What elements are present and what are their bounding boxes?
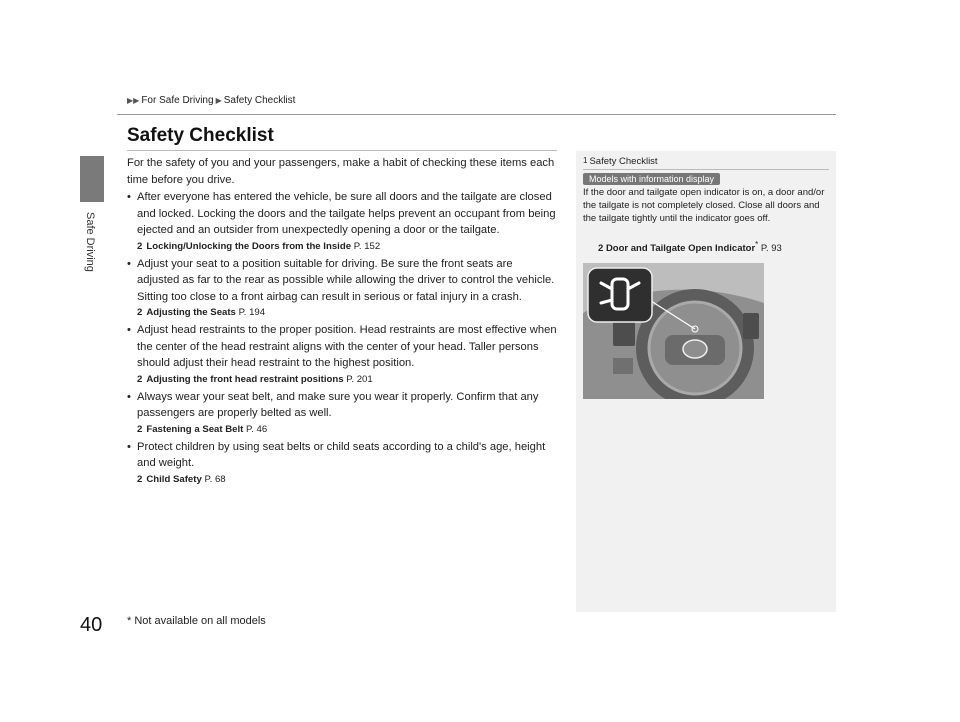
sidebar-heading <box>583 156 658 167</box>
bullet-icon: • <box>127 324 131 336</box>
bullet-text: Always wear your seat belt, and make sure you wear it properly. Confirm that any passengers are properly belted as well. <box>137 390 539 419</box>
dashboard-door-indicator-image <box>583 263 764 399</box>
xref-arrow-icon: 2 <box>137 473 143 485</box>
bullet-text: After everyone has entered the vehicle, be sure all doors and the tailgate are closed and locked. Locking the doors and the tailgate helps prevent an occupant from being ejected and an outsider from unexpectedly opening a door or the tailgate. <box>137 191 556 236</box>
sidebar-heading-text: Safety Checklist <box>589 156 658 167</box>
side-tab-label: Safe Driving <box>84 212 96 272</box>
page-title: Safety Checklist <box>127 125 274 146</box>
xref-title: Fastening a Seat Belt <box>146 423 244 435</box>
cross-reference-link[interactable] <box>127 372 557 387</box>
xref-page: P. 46 <box>246 423 268 435</box>
main-content <box>127 155 557 489</box>
bullet-text: Adjust head restraints to the proper position. Head restraints are most effective when the center of the head restraint aligns with the center of your head. Taller persons should adjust their head restraint to the highest position. <box>137 324 557 369</box>
title-divider <box>127 150 557 151</box>
xref-title: Door and Tailgate Open Indicator <box>605 243 756 255</box>
bullet-icon: • <box>127 440 131 453</box>
xref-page: P. 194 <box>238 307 266 318</box>
xref-arrow-icon: 2 <box>137 423 143 435</box>
xref-title: Locking/Unlocking the Doors from the Inside <box>146 240 352 252</box>
xref-page: P. 68 <box>204 473 226 485</box>
sidebar-text: If the door and tailgate open indicator is on, a door and/or the tailgate is not completely closed. Close all doors and the tailgate tightly until the indicator goes off. <box>583 187 825 224</box>
intro-paragraph: For the safety of you and your passengers, make a habit of checking these items each time before you drive. <box>127 157 555 186</box>
bullet-text: Adjust your seat to a position suitable for driving. Be sure the front seats are adjusted as far to the rear as possible while allowing the driver to control the vehicle. Sitting too close to a front airbag can result in serious or fatal injury in a crash. <box>137 257 555 303</box>
footnote: * Not available on all models <box>127 615 266 627</box>
page-number: 40 <box>80 614 103 636</box>
bullet-icon: • <box>127 390 131 403</box>
model-badge: Models with information display <box>583 173 720 185</box>
cross-reference-link[interactable] <box>127 472 557 487</box>
xref-arrow-icon: 2 <box>137 307 143 318</box>
xref-arrow-icon: 2 <box>137 240 143 252</box>
list-item <box>127 189 557 239</box>
bullet-icon: • <box>127 191 131 203</box>
breadcrumb-arrow-icon: ▶ <box>215 96 222 105</box>
breadcrumb-arrow-icon: ▶▶ <box>127 96 140 105</box>
breadcrumb <box>127 95 295 106</box>
bullet-text: Protect children by using seat belts or child seats according to a child's age, height and weight. <box>137 440 546 469</box>
availability-asterisk: * <box>755 240 759 249</box>
list-item <box>127 256 557 306</box>
xref-page: P. 201 <box>346 373 373 385</box>
header-divider <box>117 114 836 115</box>
list-item <box>127 439 557 472</box>
breadcrumb-item-safety-checklist[interactable]: Safety Checklist <box>223 95 296 106</box>
bullet-icon: • <box>127 257 131 270</box>
xref-arrow-icon: 2 <box>598 243 604 255</box>
breadcrumb-item-for-safe-driving[interactable]: For Safe Driving <box>141 95 214 106</box>
xref-title: Adjusting the Seats <box>146 307 236 318</box>
side-tab <box>80 156 104 202</box>
xref-page: P. 152 <box>353 240 381 252</box>
cross-reference-link[interactable] <box>127 239 557 254</box>
xref-title: Adjusting the front head restraint positions <box>146 373 344 385</box>
sidebar-divider <box>583 169 829 170</box>
xref-arrow-icon: 2 <box>137 373 143 385</box>
cross-reference-link[interactable] <box>127 422 557 437</box>
sidebar-cross-reference-link[interactable] <box>598 240 782 254</box>
sidebar-note-number: 1 <box>583 156 588 165</box>
xref-page: P. 93 <box>760 243 782 255</box>
list-item <box>127 322 557 372</box>
xref-title: Child Safety <box>146 473 202 485</box>
list-item <box>127 389 557 422</box>
cross-reference-link[interactable] <box>127 305 557 320</box>
